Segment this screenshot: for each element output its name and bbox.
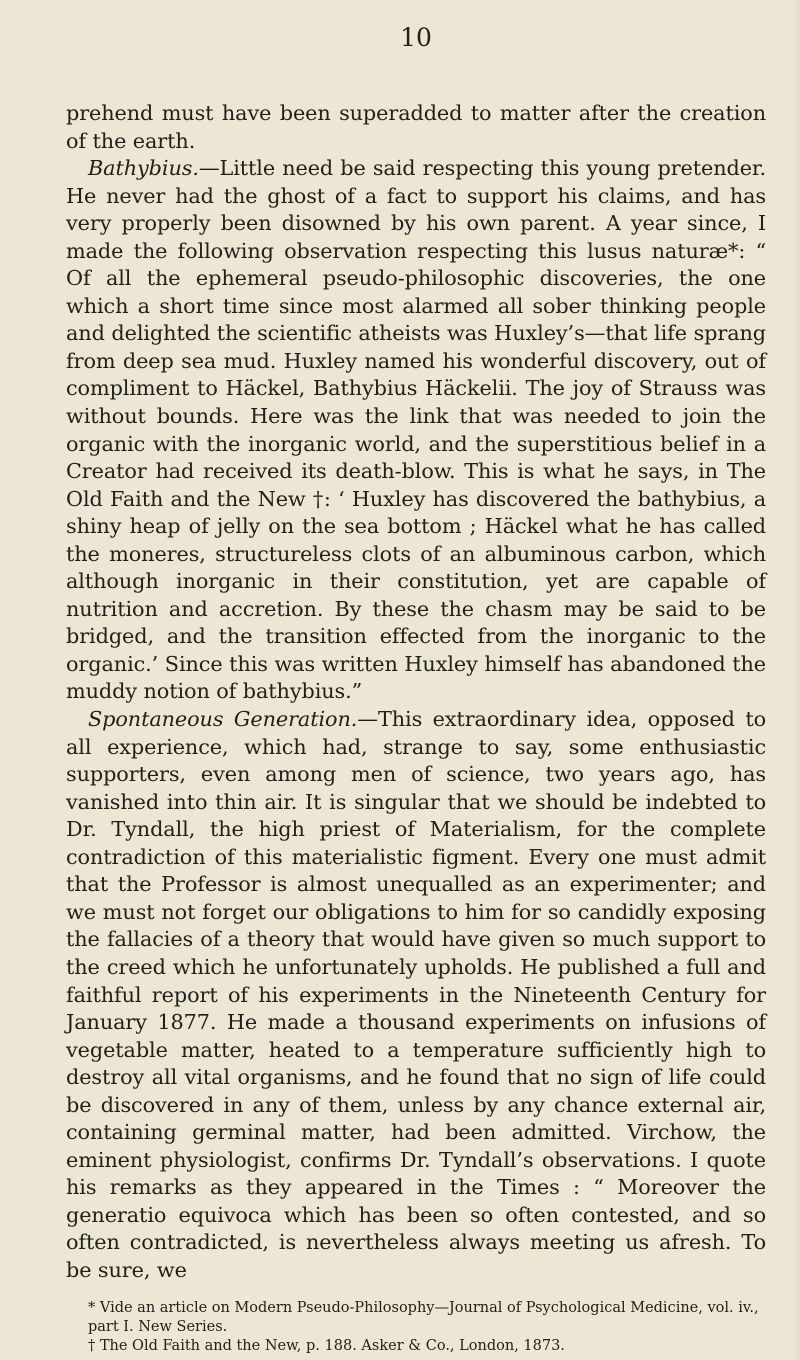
page-edge-shadow [794, 0, 800, 1360]
page-number: 10 [400, 23, 432, 52]
paragraph-text: —This extraordinary idea, opposed to all experience, which had, strange to say, some enthusiastic supporters, even among men of science, two years ago, has vanished into thin air. It is singular that we should be indebted to Dr. Tyndall, the high priest of Materialism, for the complete contradiction of this materialistic figment. Every one must admit that the Professor is almost unequalled as an experimenter; and we must not forget our obligations to him for so candidly exposing the fallacies of a theory that would have given so much support to the creed which he unfortunately upholds. He published a full and faithful report of his experiments in the Nineteenth Century for January 1877. He made a thousand experiments on infusions of vegetable matter, heated to a temperature sufficiently high to destroy all vital organisms, and he found that no sign of life could be discovered in any of them, unless by any chance external air, containing germinal matter, had been admitted. Virchow, the eminent physiologist, confirms Dr. Tyndall’s observations. I quote his remarks as they appeared in the Times : “ Moreover the generatio equivoca which has been so often contested, and so often contradicted, is nevertheless always meeting us afresh. To be sure, we [66, 707, 766, 1282]
paragraph-text: —Little need be said respecting this young pretender. He never had the ghost of a fact to support his claims, and has very properly been disowned by his own parent. A year since, I made the following observation respecting this lusus naturæ*: “ Of all the ephemeral pseudo-philosophic discoveries, the one which a short time since most alarmed all sober thinking people and delighted the scientific atheists was Huxley’s—that life sprang from deep sea mud. Huxley named his wonderful discovery, out of compliment to Häckel, Bathybius Häckelii. The joy of Strauss was without bounds. Here was the link that was needed to join the organic with the inorganic world, and the superstitious belief in a Creator had received its death-blow. This is what he says, in The Old Faith and the New †: ‘ Huxley has discovered the bathybius, a shiny heap of jelly on the sea bottom ; Häckel what he has called the moneres, structureless clots of an albuminous carbon, which although inorganic in their constitution, yet are capable of nutrition and accretion. By these the chasm may be said to be bridged, and the transition effected from the inorganic to the organic.’ Since this was written Huxley himself has abandoned the muddy notion of bathybius.” [66, 156, 766, 704]
footnote: * Vide an article on Modern Pseudo-Philosophy—Journal of Psychological Medicine, vol. iv., part I. New Series. [88, 1299, 759, 1335]
body-text [66, 100, 766, 1285]
section-heading-bathybius: Bathybius. [88, 156, 199, 181]
paragraph-continuation [66, 100, 766, 155]
paragraph-text: prehend must have been superadded to matter after the creation of the earth. [66, 101, 766, 153]
paragraph-bathybius [66, 155, 766, 706]
section-heading-spontaneous-generation: Spontaneous Generation. [88, 707, 358, 732]
paragraph-spontaneous-generation [66, 706, 766, 1284]
footnotes [66, 1299, 766, 1356]
footnote: † The Old Faith and the New, p. 188. Asker & Co., London, 1873. [88, 1337, 565, 1354]
